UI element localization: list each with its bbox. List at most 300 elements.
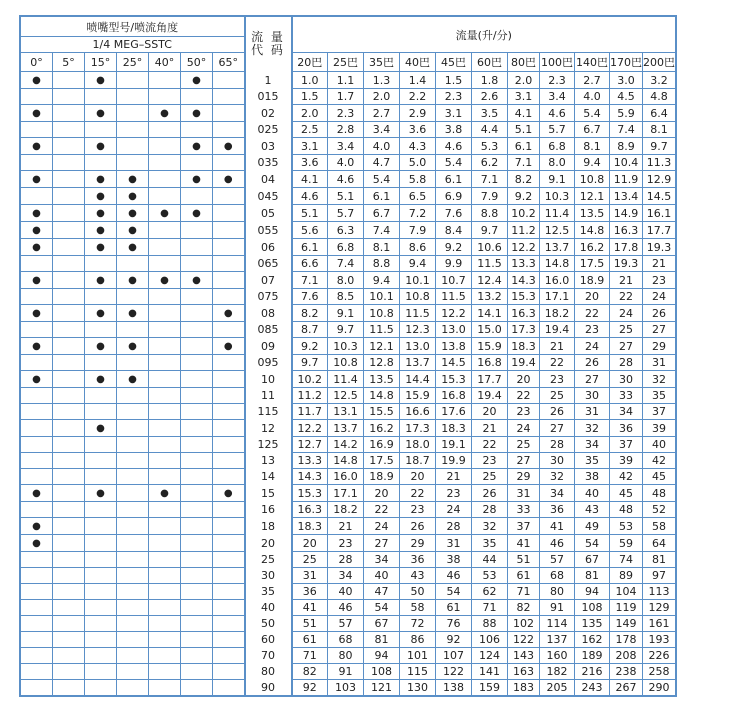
angle-availability-cell — [21, 584, 53, 600]
angle-availability-cell — [149, 105, 181, 122]
flow-value-cell: 36 — [610, 420, 643, 437]
flow-value-cell: 141 — [472, 664, 508, 680]
flow-value-cell: 3.6 — [400, 122, 436, 138]
flow-value-cell: 46 — [540, 535, 575, 552]
table-row — [21, 502, 676, 518]
table-row — [21, 171, 676, 188]
flow-value-cell: 13.2 — [472, 289, 508, 305]
flow-code-cell: 02 — [245, 105, 292, 122]
angle-availability-cell — [213, 568, 245, 584]
angle-availability-cell — [85, 388, 117, 404]
flow-value-cell: 91 — [328, 664, 364, 680]
flow-value-cell: 16.8 — [472, 355, 508, 371]
flow-value-cell: 1.4 — [400, 72, 436, 89]
flow-value-cell: 82 — [508, 600, 540, 616]
flow-value-cell: 14.8 — [575, 222, 610, 239]
angle-availability-cell — [181, 568, 213, 584]
angle-availability-cell — [117, 469, 149, 485]
angle-availability-cell — [117, 138, 149, 155]
flow-value-cell: 22 — [575, 305, 610, 322]
angle-availability-cell — [53, 404, 85, 420]
angle-availability-cell — [53, 89, 85, 105]
table-row — [21, 584, 676, 600]
flow-value-cell: 35 — [643, 388, 676, 404]
table-row — [21, 404, 676, 420]
angle-availability-cell — [149, 502, 181, 518]
table-row — [21, 371, 676, 388]
flow-value-cell: 45 — [643, 469, 676, 485]
flow-value-cell: 21 — [436, 469, 472, 485]
flow-value-cell: 54 — [364, 600, 400, 616]
flow-value-cell: 10.3 — [328, 338, 364, 355]
flow-value-cell: 24 — [508, 420, 540, 437]
table-row — [21, 453, 676, 469]
flow-value-cell: 12.2 — [292, 420, 328, 437]
flow-value-cell: 26 — [575, 355, 610, 371]
flow-value-cell: 10.2 — [508, 205, 540, 222]
angle-availability-cell — [85, 72, 117, 89]
flow-code-cell: 085 — [245, 322, 292, 338]
angle-availability-cell — [181, 72, 213, 89]
flow-value-cell: 27 — [610, 338, 643, 355]
pressure-header-10: 200巴 — [643, 53, 676, 72]
flow-value-cell: 43 — [400, 568, 436, 584]
angle-availability-cell — [117, 272, 149, 289]
angle-availability-cell — [181, 437, 213, 453]
flow-value-cell: 17.5 — [575, 256, 610, 272]
flow-value-cell: 46 — [436, 568, 472, 584]
flow-value-cell: 5.1 — [508, 122, 540, 138]
angle-availability-cell — [53, 600, 85, 616]
availability-dot-icon: ● — [192, 141, 201, 152]
flow-value-cell: 33 — [610, 388, 643, 404]
angle-availability-cell — [181, 338, 213, 355]
flow-value-cell: 103 — [328, 680, 364, 696]
angle-availability-cell — [213, 239, 245, 256]
flow-value-cell: 32 — [643, 371, 676, 388]
angle-availability-cell — [213, 518, 245, 535]
angle-availability-cell — [21, 138, 53, 155]
table-row — [21, 205, 676, 222]
flow-value-cell: 12.1 — [575, 188, 610, 205]
availability-dot-icon: ● — [32, 141, 41, 152]
angle-availability-cell — [53, 205, 85, 222]
flow-value-cell: 23 — [472, 453, 508, 469]
flow-value-cell: 17.8 — [610, 239, 643, 256]
flow-value-cell: 6.4 — [643, 105, 676, 122]
flow-code-cell: 07 — [245, 272, 292, 289]
flow-value-cell: 2.7 — [364, 105, 400, 122]
flow-code-cell: 15 — [245, 485, 292, 502]
flow-value-cell: 8.8 — [364, 256, 400, 272]
flow-value-cell: 15.5 — [364, 404, 400, 420]
flow-value-cell: 16.1 — [643, 205, 676, 222]
angle-availability-cell — [53, 680, 85, 696]
flow-value-cell: 25 — [292, 552, 328, 568]
flow-value-cell: 24 — [575, 338, 610, 355]
table-row — [21, 89, 676, 105]
angle-availability-cell — [149, 404, 181, 420]
angle-availability-cell — [85, 600, 117, 616]
flow-value-cell: 91 — [540, 600, 575, 616]
flow-value-cell: 24 — [436, 502, 472, 518]
angle-availability-cell — [21, 289, 53, 305]
angle-availability-cell — [21, 305, 53, 322]
flow-code-header — [245, 17, 292, 72]
flow-value-cell: 8.0 — [328, 272, 364, 289]
flow-value-cell: 38 — [575, 469, 610, 485]
flow-value-cell: 28 — [540, 437, 575, 453]
angle-availability-cell — [213, 89, 245, 105]
flow-value-cell: 14.8 — [328, 453, 364, 469]
angle-availability-cell — [181, 256, 213, 272]
flow-value-cell: 8.2 — [292, 305, 328, 322]
flow-value-cell: 243 — [575, 680, 610, 696]
flow-value-cell: 17.1 — [328, 485, 364, 502]
flow-value-cell: 16.0 — [328, 469, 364, 485]
angle-availability-cell — [149, 122, 181, 138]
angle-availability-cell — [53, 552, 85, 568]
flow-value-cell: 27 — [575, 371, 610, 388]
angle-availability-cell — [85, 138, 117, 155]
angle-availability-cell — [149, 616, 181, 632]
flow-value-cell: 15.9 — [400, 388, 436, 404]
angle-availability-cell — [117, 188, 149, 205]
flow-value-cell: 20 — [508, 371, 540, 388]
flow-value-cell: 14.2 — [328, 437, 364, 453]
angle-availability-cell — [149, 305, 181, 322]
flow-value-cell: 12.2 — [436, 305, 472, 322]
angle-availability-cell — [181, 485, 213, 502]
flow-value-cell: 15.9 — [472, 338, 508, 355]
flow-value-cell: 26 — [643, 305, 676, 322]
flow-value-cell: 57 — [540, 552, 575, 568]
flow-value-cell: 12.1 — [364, 338, 400, 355]
angle-availability-cell — [213, 155, 245, 171]
flow-value-cell: 34 — [575, 437, 610, 453]
angle-availability-cell — [21, 664, 53, 680]
angle-availability-cell — [53, 420, 85, 437]
flow-value-cell: 18.2 — [540, 305, 575, 322]
flow-value-cell: 18.3 — [508, 338, 540, 355]
angle-availability-cell — [85, 188, 117, 205]
availability-dot-icon: ● — [192, 108, 201, 119]
availability-dot-icon: ● — [96, 374, 105, 385]
angle-availability-cell — [21, 188, 53, 205]
angle-availability-cell — [181, 205, 213, 222]
flow-value-cell: 10.6 — [472, 239, 508, 256]
availability-dot-icon: ● — [32, 341, 41, 352]
flow-value-cell: 9.2 — [292, 338, 328, 355]
availability-dot-icon: ● — [32, 75, 41, 86]
flow-value-cell: 2.2 — [400, 89, 436, 105]
angle-availability-cell — [21, 355, 53, 371]
flow-code-cell: 05 — [245, 205, 292, 222]
flow-value-cell: 59 — [610, 535, 643, 552]
flow-value-cell: 37 — [643, 404, 676, 420]
flow-value-cell: 88 — [472, 616, 508, 632]
angle-availability-cell — [213, 388, 245, 404]
flow-value-cell: 14.8 — [364, 388, 400, 404]
angle-availability-cell — [213, 338, 245, 355]
flow-value-cell: 2.8 — [328, 122, 364, 138]
flow-value-cell: 7.2 — [400, 205, 436, 222]
pressure-header-6: 80巴 — [508, 53, 540, 72]
flow-code-cell: 115 — [245, 404, 292, 420]
flow-value-cell: 1.1 — [328, 72, 364, 89]
angle-availability-cell — [85, 420, 117, 437]
flow-value-cell: 8.9 — [610, 138, 643, 155]
angle-availability-cell — [85, 205, 117, 222]
flow-value-cell: 5.7 — [540, 122, 575, 138]
availability-dot-icon: ● — [96, 308, 105, 319]
flow-value-cell: 13.5 — [364, 371, 400, 388]
angle-availability-cell — [53, 355, 85, 371]
flow-value-cell: 21 — [610, 272, 643, 289]
angle-availability-cell — [213, 122, 245, 138]
flow-value-cell: 20 — [364, 485, 400, 502]
angle-pressure-header-row — [21, 53, 676, 72]
availability-dot-icon: ● — [32, 374, 41, 385]
flow-value-cell: 16.3 — [610, 222, 643, 239]
flow-value-cell: 38 — [436, 552, 472, 568]
angle-availability-cell — [53, 256, 85, 272]
flow-value-cell: 2.0 — [364, 89, 400, 105]
flow-code-cell: 35 — [245, 584, 292, 600]
angle-availability-cell — [85, 485, 117, 502]
nozzle-model-header: 1/4 MEG–SSTC — [21, 37, 245, 53]
flow-code-cell: 075 — [245, 289, 292, 305]
angle-availability-cell — [181, 584, 213, 600]
flow-value-cell: 1.5 — [436, 72, 472, 89]
flow-value-cell: 7.9 — [472, 188, 508, 205]
availability-dot-icon: ● — [96, 242, 105, 253]
table-row — [21, 272, 676, 289]
availability-dot-icon: ● — [32, 275, 41, 286]
flow-value-cell: 19.4 — [472, 388, 508, 404]
table-row — [21, 122, 676, 138]
flow-value-cell: 10.8 — [328, 355, 364, 371]
nozzle-flow-table — [20, 16, 676, 696]
flow-value-cell: 31 — [508, 485, 540, 502]
angle-availability-cell — [21, 502, 53, 518]
angle-availability-cell — [213, 188, 245, 205]
angle-availability-cell — [21, 648, 53, 664]
angle-availability-cell — [21, 404, 53, 420]
angle-availability-cell — [21, 437, 53, 453]
flow-value-cell: 4.6 — [328, 171, 364, 188]
flow-value-cell: 72 — [400, 616, 436, 632]
angle-availability-cell — [181, 616, 213, 632]
flow-value-cell: 5.9 — [610, 105, 643, 122]
flow-value-cell: 183 — [508, 680, 540, 696]
flow-value-cell: 31 — [292, 568, 328, 584]
flow-value-cell: 17.7 — [472, 371, 508, 388]
angle-availability-cell — [213, 138, 245, 155]
flow-value-cell: 32 — [540, 469, 575, 485]
flow-value-cell: 13.5 — [575, 205, 610, 222]
availability-dot-icon: ● — [128, 242, 137, 253]
angle-availability-cell — [21, 552, 53, 568]
flow-value-cell: 10.8 — [364, 305, 400, 322]
angle-availability-cell — [213, 222, 245, 239]
flow-code-cell: 035 — [245, 155, 292, 171]
flow-value-cell: 14.4 — [400, 371, 436, 388]
flow-value-cell: 40 — [328, 584, 364, 600]
flow-value-cell: 1.3 — [364, 72, 400, 89]
flow-value-cell: 108 — [575, 600, 610, 616]
angle-availability-cell — [149, 453, 181, 469]
availability-dot-icon: ● — [223, 488, 233, 499]
angle-availability-cell — [53, 648, 85, 664]
flow-value-cell: 10.7 — [436, 272, 472, 289]
flow-value-cell: 7.6 — [436, 205, 472, 222]
angle-availability-cell — [181, 138, 213, 155]
flow-value-cell: 16.6 — [400, 404, 436, 420]
flow-rate-header: 流量(升/分) — [292, 17, 676, 53]
flow-value-cell: 9.1 — [328, 305, 364, 322]
flow-value-cell: 9.4 — [400, 256, 436, 272]
angle-availability-cell — [85, 122, 117, 138]
flow-value-cell: 13.4 — [610, 188, 643, 205]
angle-availability-cell — [85, 305, 117, 322]
angle-availability-cell — [21, 469, 53, 485]
angle-availability-cell — [53, 568, 85, 584]
flow-code-cell: 015 — [245, 89, 292, 105]
flow-value-cell: 61 — [292, 632, 328, 648]
flow-code-cell: 06 — [245, 239, 292, 256]
angle-availability-cell — [149, 171, 181, 188]
flow-value-cell: 193 — [643, 632, 676, 648]
flow-value-cell: 160 — [540, 648, 575, 664]
flow-value-cell: 19.1 — [436, 437, 472, 453]
availability-dot-icon: ● — [160, 108, 169, 119]
angle-availability-cell — [85, 453, 117, 469]
flow-value-cell: 8.6 — [400, 239, 436, 256]
angle-availability-cell — [181, 680, 213, 696]
flow-value-cell: 5.3 — [472, 138, 508, 155]
angle-availability-cell — [21, 535, 53, 552]
availability-dot-icon: ● — [96, 208, 105, 219]
flow-value-cell: 18.3 — [292, 518, 328, 535]
flow-value-cell: 9.4 — [575, 155, 610, 171]
angle-availability-cell — [117, 680, 149, 696]
flow-value-cell: 30 — [610, 371, 643, 388]
flow-value-cell: 17.3 — [508, 322, 540, 338]
availability-dot-icon: ● — [128, 191, 137, 202]
flow-value-cell: 23 — [540, 371, 575, 388]
angle-availability-cell — [53, 105, 85, 122]
flow-value-cell: 6.8 — [540, 138, 575, 155]
angle-availability-cell — [117, 518, 149, 535]
angle-availability-cell — [21, 105, 53, 122]
angle-availability-cell — [53, 469, 85, 485]
flow-value-cell: 24 — [610, 305, 643, 322]
flow-value-cell: 216 — [575, 664, 610, 680]
flow-value-cell: 26 — [400, 518, 436, 535]
pressure-header-1: 25巴 — [328, 53, 364, 72]
angle-availability-cell — [149, 322, 181, 338]
flow-value-cell: 25 — [508, 437, 540, 453]
angle-availability-cell — [117, 305, 149, 322]
table-row — [21, 338, 676, 355]
flow-code-cell: 11 — [245, 388, 292, 404]
angle-availability-cell — [181, 89, 213, 105]
flow-value-cell: 23 — [643, 272, 676, 289]
angle-availability-cell — [213, 256, 245, 272]
flow-value-cell: 3.2 — [643, 72, 676, 89]
table-row — [21, 155, 676, 171]
availability-dot-icon: ● — [32, 242, 41, 253]
flow-value-cell: 267 — [610, 680, 643, 696]
availability-dot-icon: ● — [160, 275, 169, 286]
flow-value-cell: 208 — [610, 648, 643, 664]
angle-availability-cell — [85, 518, 117, 535]
angle-availability-cell — [85, 338, 117, 355]
angle-availability-cell — [85, 222, 117, 239]
flow-value-cell: 15.3 — [508, 289, 540, 305]
flow-value-cell: 19.3 — [610, 256, 643, 272]
angle-availability-cell — [213, 404, 245, 420]
table-row — [21, 222, 676, 239]
angle-header-2: 15° — [85, 53, 117, 72]
flow-value-cell: 10.3 — [540, 188, 575, 205]
angle-availability-cell — [213, 469, 245, 485]
availability-dot-icon: ● — [96, 275, 105, 286]
flow-value-cell: 2.0 — [508, 72, 540, 89]
table-row — [21, 138, 676, 155]
flow-value-cell: 50 — [400, 584, 436, 600]
flow-value-cell: 34 — [540, 485, 575, 502]
flow-value-cell: 14.3 — [508, 272, 540, 289]
flow-value-cell: 47 — [364, 584, 400, 600]
angle-availability-cell — [149, 155, 181, 171]
flow-value-cell: 92 — [292, 680, 328, 696]
flow-value-cell: 10.8 — [400, 289, 436, 305]
angle-availability-cell — [181, 222, 213, 239]
angle-availability-cell — [149, 239, 181, 256]
angle-availability-cell — [181, 518, 213, 535]
table-row — [21, 518, 676, 535]
availability-dot-icon: ● — [128, 174, 137, 185]
flow-value-cell: 8.1 — [575, 138, 610, 155]
flow-value-cell: 5.4 — [436, 155, 472, 171]
flow-value-cell: 4.0 — [575, 89, 610, 105]
angle-availability-cell — [149, 355, 181, 371]
flow-value-cell: 6.1 — [364, 188, 400, 205]
flow-value-cell: 290 — [643, 680, 676, 696]
flow-value-cell: 8.2 — [508, 171, 540, 188]
angle-availability-cell — [181, 272, 213, 289]
angle-availability-cell — [53, 388, 85, 404]
table-row — [21, 552, 676, 568]
angle-availability-cell — [213, 305, 245, 322]
flow-value-cell: 5.6 — [292, 222, 328, 239]
flow-value-cell: 1.7 — [328, 89, 364, 105]
availability-dot-icon: ● — [223, 308, 233, 319]
flow-code-cell: 40 — [245, 600, 292, 616]
flow-value-cell: 16.3 — [508, 305, 540, 322]
flow-value-cell: 54 — [575, 535, 610, 552]
flow-value-cell: 49 — [575, 518, 610, 535]
flow-value-cell: 8.7 — [292, 322, 328, 338]
availability-dot-icon: ● — [32, 308, 41, 319]
angle-availability-cell — [213, 616, 245, 632]
availability-dot-icon: ● — [160, 488, 169, 499]
angle-header-1: 5° — [53, 53, 85, 72]
angle-availability-cell — [117, 322, 149, 338]
flow-value-cell: 8.4 — [436, 222, 472, 239]
